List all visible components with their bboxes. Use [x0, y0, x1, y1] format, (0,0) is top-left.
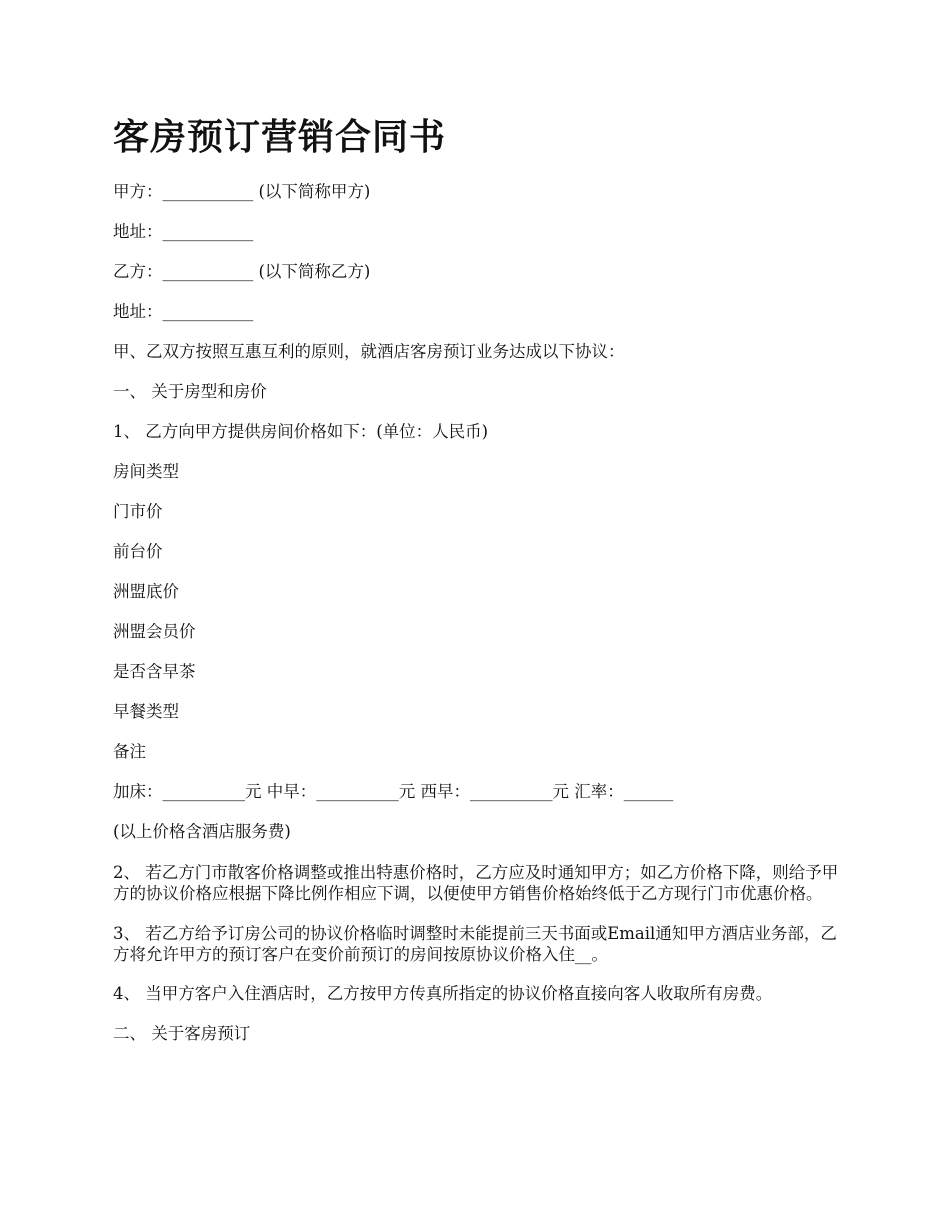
- list-item-base-rate: 洲盟底价: [113, 582, 179, 601]
- price-note: (以上价格含酒店服务费): [113, 822, 291, 841]
- clause-3: 3、 若乙方给予订房公司的协议价格临时调整时未能提前三天书面或Email通知甲方酒店业务部，乙方将允许甲方的预订客户在变价前预订的房间按原协议价格入住__。: [113, 924, 837, 964]
- section-heading-room-price: 一、 关于房型和房价: [113, 382, 267, 401]
- clause-4: 4、 当甲方客户入住酒店时，乙方按甲方传真所指定的协议价格直接向客人收取所有房费。: [113, 984, 773, 1003]
- list-item-front-desk-rate: 前台价: [113, 542, 163, 561]
- party-a-address: 地址：___________: [113, 222, 254, 241]
- agreement-intro: 甲、乙双方按照互惠互利的原则，就酒店客房预订业务达成以下协议：: [113, 342, 625, 361]
- list-item-breakfast-included: 是否含早茶: [113, 662, 196, 681]
- party-b-line: 乙方：___________ (以下简称乙方): [113, 262, 371, 281]
- list-item-member-rate: 洲盟会员价: [113, 622, 196, 641]
- list-item-room-type: 房间类型: [113, 462, 179, 481]
- section-heading-room-booking: 二、 关于客房预订: [113, 1024, 251, 1043]
- list-item-breakfast-type: 早餐类型: [113, 702, 179, 721]
- document-page: [113, 112, 853, 1064]
- extra-charges-line: 加床：__________元 中早：__________元 西早：__________元 汇率：______: [113, 782, 674, 801]
- document-title: 客房预订营销合同书: [113, 116, 447, 158]
- clause-1: 1、 乙方向甲方提供房间价格如下：(单位：人民币): [113, 422, 489, 441]
- party-a-line: 甲方：___________ (以下简称甲方): [113, 182, 371, 201]
- list-item-remarks: 备注: [113, 742, 146, 761]
- list-item-rack-rate: 门市价: [113, 502, 163, 521]
- party-b-address: 地址：___________: [113, 302, 254, 321]
- clause-2: 2、 若乙方门市散客价格调整或推出特惠价格时，乙方应及时通知甲方；如乙方价格下降，则给予甲方的协议价格应根据下降比例作相应下调，以便使甲方销售价格始终低于乙方现行门市优惠价格。: [113, 863, 839, 903]
